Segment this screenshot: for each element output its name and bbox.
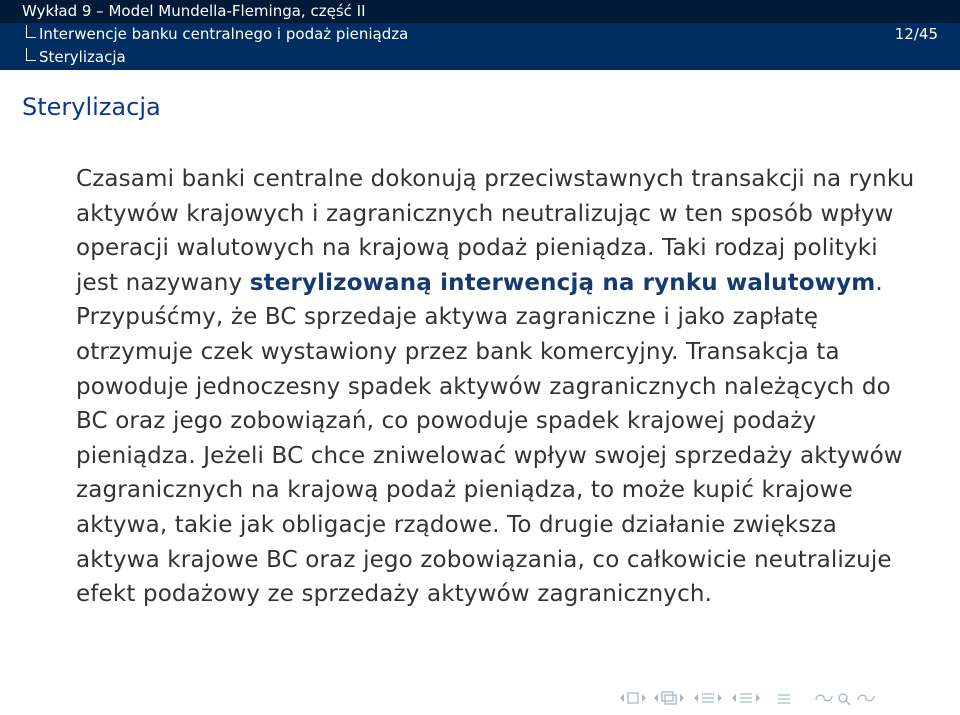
section-title[interactable]: Interwencje banku centralnego i podaż pieniądza [39,25,409,43]
key-term: sterylizowaną interwencją na rynku walutowym [249,269,876,296]
beamer-navigation [618,689,960,707]
nav-left-arrow-icon [732,694,736,702]
nav-right-arrow-icon [756,694,760,702]
lecture-title: Wykład 9 – Model Mundella-Fleminga, część II [22,2,366,20]
nav-right-arrow-icon [642,694,646,702]
subsection-title[interactable]: Sterylizacja [39,48,126,66]
page-number: 12/45 [894,25,938,43]
paragraph-1-end: . [875,269,883,296]
tree-corner-icon [26,25,36,38]
slide-content [76,162,916,612]
nav-right-arrow-icon [680,694,684,702]
nav-doc-icon [740,694,752,702]
nav-icons [618,689,960,707]
nav-back-icon [816,695,832,701]
header-section-row [0,23,960,46]
nav-forward-icon [858,695,874,701]
nav-frame-icon [628,693,638,703]
header-lecture-row [0,0,960,23]
paragraph-1-text: Czasami banki centralne dokonują przeciwstawnych transakcji na rynku aktywów krajowych i zagranicznych neutralizując w ten sposób wpływ operacji walutowych na krajową podaż pieniądza. Taki rodzaj polityki jest nazywany [76,166,915,296]
nav-section-icon [702,694,714,702]
nav-right-arrow-icon [718,694,722,702]
nav-left-arrow-icon [694,694,698,702]
tree-corner-icon [26,48,36,61]
paragraph-2: Przypuśćmy, że BC sprzedaje aktywa zagraniczne i jako zapłatę otrzymuje czek wystawiony przez bank komercyjny. Transakcja ta powoduje jednoczesny spadek aktywów zagranicznych należących do BC oraz jego zobowiązań, co powoduje spadek krajowej podaży pieniądza. Jeżeli BC chce zniwelować wpływ swojej sprzedaży aktywów zagranicznych na krajową podaż pieniądza, to może kupić krajowe aktywa, takie jak obligacje rządowe. To drugie działanie zwiększa aktywa krajowe BC oraz jego zobowiązania, co całkowicie neutralizuje efekt podażowy ze sprzedaży aktywów zagranicznych. [76,304,903,608]
nav-search-icon [839,694,847,702]
nav-left-arrow-icon [654,694,658,702]
frame-title: Sterylizacja [22,93,161,121]
paragraph-1 [76,162,916,300]
header-subsection-row [0,46,960,69]
nav-align-icon [778,695,790,703]
slide-header [0,0,960,70]
nav-subsection-icon [662,692,673,701]
nav-left-arrow-icon [620,694,624,702]
